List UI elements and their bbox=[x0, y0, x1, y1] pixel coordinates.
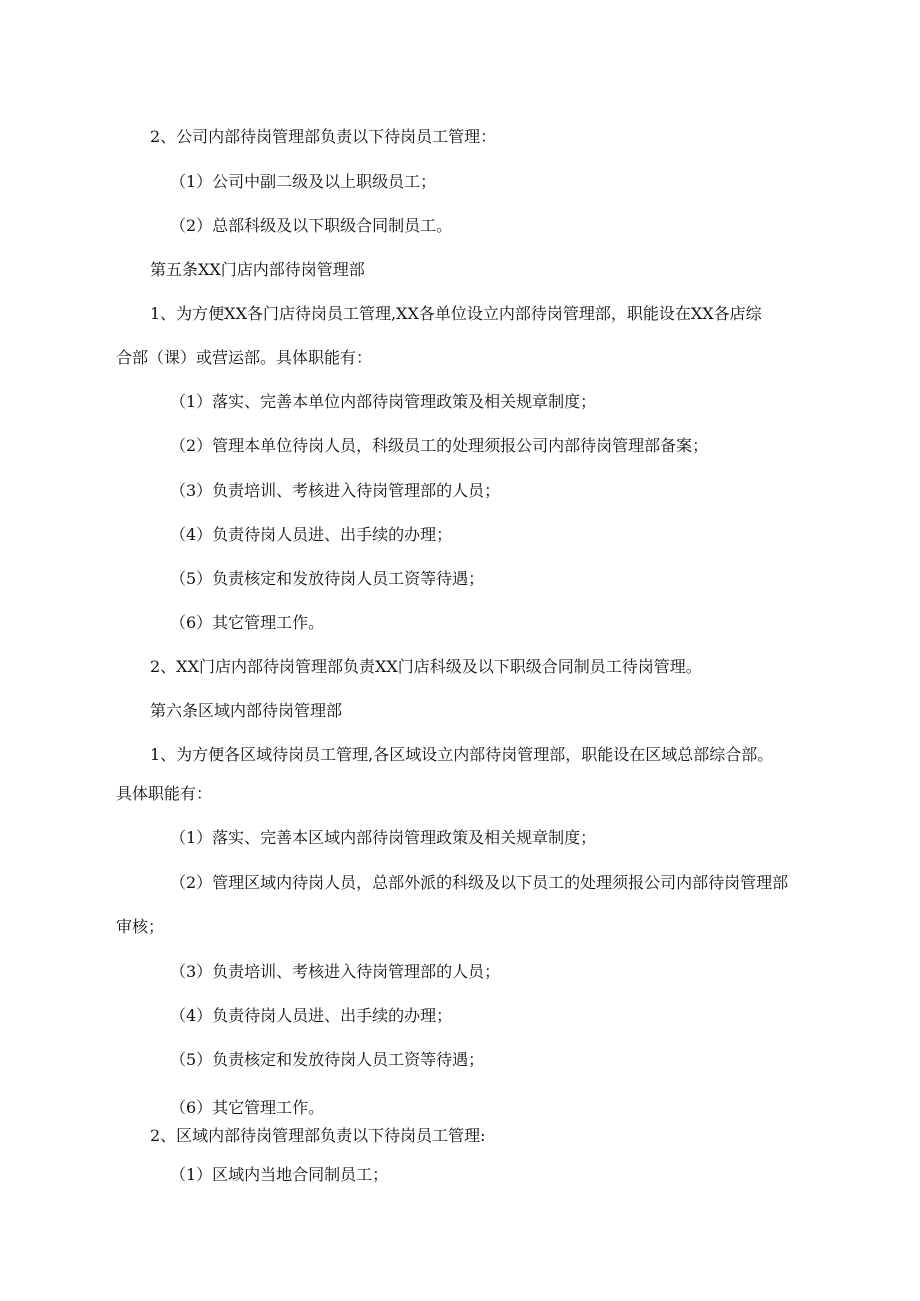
paragraph-line: 2、公司内部待岗管理部负责以下待岗员工管理： bbox=[150, 127, 497, 146]
paragraph-line: （4）负责待岗人员进、出手续的办理； bbox=[170, 1006, 453, 1025]
paragraph-line: （1）公司中副二级及以上职级员工； bbox=[170, 172, 437, 191]
paragraph-line: 具体职能有： bbox=[116, 784, 213, 803]
paragraph-line: （3）负责培训、考核进入待岗管理部的人员； bbox=[170, 481, 501, 500]
paragraph-line: （5）负责核定和发放待岗人员工资等待遇； bbox=[170, 569, 485, 588]
paragraph-line: （1）落实、完善本区域内部待岗管理政策及相关规章制度； bbox=[170, 828, 597, 847]
paragraph-line: 1、为方便XX各门店待岗员工管理,XX各单位设立内部待岗管理部，职能设在XX各店综 bbox=[150, 304, 762, 323]
paragraph-line: （6）其它管理工作。 bbox=[170, 613, 325, 632]
paragraph-line: （4）负责待岗人员进、出手续的办理； bbox=[170, 525, 453, 544]
paragraph-line: 审核； bbox=[116, 917, 165, 936]
paragraph-line: （3）负责培训、考核进入待岗管理部的人员； bbox=[170, 962, 501, 981]
paragraph-line: （1）落实、完善本单位内部待岗管理政策及相关规章制度； bbox=[170, 392, 597, 411]
paragraph-line: （5）负责核定和发放待岗人员工资等待遇； bbox=[170, 1050, 485, 1069]
section-heading: 第五条XX门店内部待岗管理部 bbox=[150, 260, 365, 279]
paragraph-line: （6）其它管理工作。 bbox=[170, 1098, 325, 1117]
paragraph-line: 1、为方便各区域待岗员工管理,各区域设立内部待岗管理部，职能设在区域总部综合部。 bbox=[150, 745, 774, 764]
paragraph-line: （2）管理区域内待岗人员，总部外派的科级及以下员工的处理须报公司内部待岗管理部 bbox=[170, 873, 789, 892]
paragraph-line: （1）区域内当地合同制员工； bbox=[170, 1165, 389, 1184]
paragraph-line: （2）管理本单位待岗人员，科级员工的处理须报公司内部待岗管理部备案； bbox=[170, 436, 709, 455]
paragraph-line: （2）总部科级及以下职级合同制员工。 bbox=[170, 216, 453, 235]
section-heading: 第六条区域内部待岗管理部 bbox=[150, 701, 343, 720]
paragraph-line: 2、区域内部待岗管理部负责以下待岗员工管理: bbox=[150, 1126, 486, 1145]
paragraph-line: 合部（课）或营运部。具体职能有： bbox=[116, 348, 373, 367]
paragraph-line: 2、XX门店内部待岗管理部负责XX门店科级及以下职级合同制员工待岗管理。 bbox=[150, 657, 702, 676]
